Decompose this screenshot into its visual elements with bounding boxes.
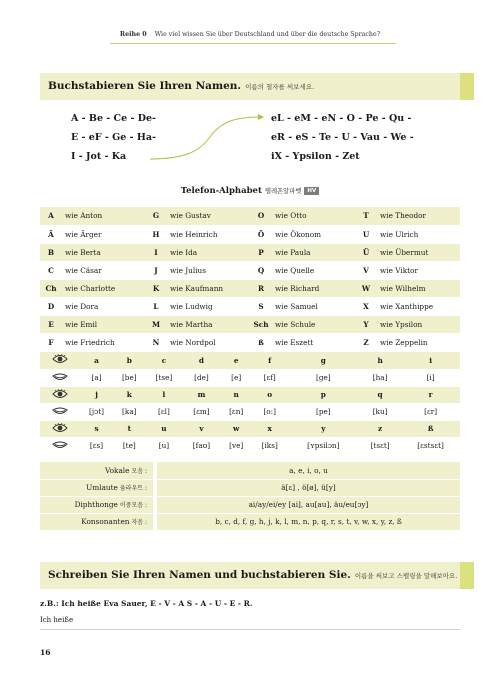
summary-korean: 이중모음 : [119,502,147,509]
letter-cell: i [401,352,460,369]
letter-cell: s [80,420,113,437]
summary-label-text: Konsonanten [81,517,130,526]
letter-cell: e [221,352,252,369]
table-row [40,462,460,479]
letter-cell: m [182,386,220,403]
word-cell: wie Dora [62,297,145,315]
summary-korean: 자음 : [131,519,147,526]
summary-label-text: Diphthonge [74,500,118,509]
section-title-text: Schreiben Sie Ihren Namen und buchstabieren Sie. [48,569,351,581]
series-label: Reihe 0 [119,31,147,38]
word-cell: wie Paula [272,243,355,261]
section-title [48,569,457,581]
ipa-cell: [ve] [221,437,252,454]
letter-cell: n [221,386,252,403]
letter-cell: j [80,386,113,403]
ipa-cell: [i] [401,369,460,386]
word-cell: wie Charlotte [62,279,145,297]
phonetics-table [40,352,460,455]
word-cell: wie Ärger [62,225,145,243]
mouth-icon [40,403,80,420]
letter-cell: f [252,352,288,369]
ipa-cell: [jɔt] [80,403,113,420]
word-cell: wie Heinrich [167,225,250,243]
word-cell: wie Eszett [272,333,355,351]
ipa-cell: [ka] [113,403,145,420]
table-row [40,297,460,315]
alphabet-line: I - Jot - Ka [71,151,127,162]
word-cell: wie Ulrich [377,225,460,243]
letter-cell: p [288,386,359,403]
word-cell: wie Samuel [272,297,355,315]
letter-cell: V [355,261,377,279]
letter-cell: y [288,420,359,437]
ipa-cell: [de] [182,369,220,386]
word-cell: wie Nordpol [167,333,250,351]
ipa-cell: [ɛs] [80,437,113,454]
word-cell: wie Anton [62,207,145,225]
table-row [40,386,460,403]
ipa-cell: [pe] [288,403,359,420]
letter-cell: M [145,315,167,333]
table-row [40,420,460,437]
letter-cell: J [145,261,167,279]
letter-cell: Sch [250,315,272,333]
letter-cell: Y [355,315,377,333]
ipa-cell: [e] [221,369,252,386]
word-cell: wie Ida [167,243,250,261]
word-cell: wie Xanthippe [377,297,460,315]
letter-cell: C [40,261,62,279]
alphabet-line: A - Be - Ce - De- [71,113,156,124]
letter-cell: O [250,207,272,225]
word-cell: wie Julius [167,261,250,279]
eye-icon [40,420,80,437]
ipa-cell: [tsɛt] [359,437,401,454]
word-cell: wie Ludwig [167,297,250,315]
letter-cell: x [252,420,288,437]
letter-cell: T [355,207,377,225]
summary-label [40,513,155,530]
letter-cell: F [40,333,62,351]
word-cell: wie Übermut [377,243,460,261]
word-cell: wie Friedrich [62,333,145,351]
ipa-cell: [ku] [359,403,401,420]
ipa-cell: [ɛf] [252,369,288,386]
summary-value: b, c, d, f, g, h, j, k, l, m, n, p, q, r, s, t, v, w, x, y, z, ß [155,513,460,530]
letter-cell: h [359,352,401,369]
word-cell: wie Berta [62,243,145,261]
letter-cell: G [145,207,167,225]
ipa-cell: [ɛn] [221,403,252,420]
letter-cell: E [40,315,62,333]
table-row [40,403,460,420]
ipa-cell: [ɛl] [146,403,183,420]
summary-table [40,462,460,531]
letter-cell: l [146,386,183,403]
letter-cell: z [359,420,401,437]
letter-cell: Q [250,261,272,279]
table-row [40,479,460,496]
ipa-cell: [faʊ] [182,437,220,454]
telefon-heading [0,186,500,196]
page-number: 16 [40,648,51,657]
ipa-cell: [ɛr] [401,403,460,420]
alphabet-line: eL - eM - eN - O - Pe - Qu - [271,113,412,124]
letter-cell: X [355,297,377,315]
letter-cell: I [145,243,167,261]
table-row [40,279,460,297]
hv-badge: HV [304,187,319,195]
letter-cell: A [40,207,62,225]
letter-cell: P [250,243,272,261]
table-row [40,352,460,369]
section-subtitle: 이름의 철자를 써보세요. [245,83,315,91]
letter-cell: ß [250,333,272,351]
section-accent [460,562,474,589]
word-cell: wie Zeppelin [377,333,460,351]
letter-cell: v [182,420,220,437]
ipa-cell: [o:] [252,403,288,420]
letter-cell: D [40,297,62,315]
summary-label [40,462,155,479]
ipa-cell: [u] [146,437,183,454]
table-row [40,513,460,530]
word-cell: wie Kaufmann [167,279,250,297]
table-row [40,369,460,386]
word-cell: wie Richard [272,279,355,297]
letter-cell: o [252,386,288,403]
word-cell: wie Viktor [377,261,460,279]
summary-value: ä[ɛ] , ö[ø], ü[y] [155,479,460,496]
word-cell: wie Otto [272,207,355,225]
letter-cell: d [182,352,220,369]
section-title-text: Buchstabieren Sie Ihren Namen. [48,80,242,92]
section-heading-2 [40,562,460,589]
ipa-cell: [be] [113,369,145,386]
summary-label-text: Umlaute [86,483,118,492]
word-cell: wie Ökonom [272,225,355,243]
summary-value: a, e, i, o, u [155,462,460,479]
ipa-cell: [a] [80,369,113,386]
ipa-cell: [ge] [288,369,359,386]
table-row [40,437,460,454]
letter-cell: k [113,386,145,403]
ipa-cell: [tse] [146,369,183,386]
mouth-icon [40,437,80,454]
letter-cell: N [145,333,167,351]
telefon-title: Telefon-Alphabet [180,186,262,196]
summary-value: ai/ay/ei/ey [ai], au[au], äu/eu[ɔy] [155,496,460,513]
summary-label [40,479,155,496]
table-row [40,225,460,243]
mouth-icon [40,369,80,386]
summary-korean: 모음 : [131,467,147,475]
table-row [40,496,460,513]
table-row [40,243,460,261]
table-row [40,315,460,333]
summary-label-text: Vokale [105,465,130,475]
word-cell: wie Ypsilon [377,315,460,333]
eye-icon [40,352,80,369]
telefon-korean: 텔레폰알파벳 [264,188,302,195]
ich-heisse-prompt: Ich heiße [40,616,74,624]
word-cell: wie Quelle [272,261,355,279]
section-subtitle: 이름을 써보고 스펠링을 말해보아요. [354,572,458,580]
word-cell: wie Martha [167,315,250,333]
letter-cell: H [145,225,167,243]
letter-cell: B [40,243,62,261]
word-cell: wie Theodor [377,207,460,225]
letter-cell: Z [355,333,377,351]
eye-icon [40,386,80,403]
word-cell: wie Emil [62,315,145,333]
word-cell: wie Schule [272,315,355,333]
ipa-cell: [ʏpsilɔn] [288,437,359,454]
letter-cell: L [145,297,167,315]
letter-cell: Ä [40,225,62,243]
letter-cell: Ü [355,243,377,261]
letter-cell: r [401,386,460,403]
writing-line[interactable] [40,629,460,630]
ipa-cell: [ha] [359,369,401,386]
header-title: Wie viel wissen Sie über Deutschland und über die deutsche Sprache? [154,31,381,38]
table-row [40,207,460,225]
letter-cell: K [145,279,167,297]
table-row [40,261,460,279]
example-line: z.B.: Ich heiße Eva Sauer, E - V - A S - A - U - E - R. [40,599,253,608]
letter-cell: S [250,297,272,315]
letter-cell: Ch [40,279,62,297]
summary-korean: 움라우트 : [119,485,147,492]
letter-cell: c [146,352,183,369]
alphabet-line: iX - Ypsilon - Zet [271,151,360,162]
summary-label [40,496,155,513]
alphabet-line: eR - eS - Te - U - Vau - We - [271,132,414,143]
word-cell: wie Gustav [167,207,250,225]
letter-cell: Ö [250,225,272,243]
letter-cell: a [80,352,113,369]
letter-cell: R [250,279,272,297]
letter-cell: q [359,386,401,403]
letter-cell: t [113,420,145,437]
letter-cell: g [288,352,359,369]
ipa-cell: [iks] [252,437,288,454]
alphabet-line: E - eF - Ge - Ha- [71,132,156,143]
telefon-table [40,207,460,352]
ipa-cell: [ɛstsɛt] [401,437,460,454]
letter-cell: U [355,225,377,243]
letter-cell: u [146,420,183,437]
letter-cell: w [221,420,252,437]
letter-cell: b [113,352,145,369]
letter-cell: ß [401,420,460,437]
ipa-cell: [te] [113,437,145,454]
table-row [40,333,460,351]
letter-cell: W [355,279,377,297]
ipa-cell: [ɛm] [182,403,220,420]
word-cell: wie Wilhelm [377,279,460,297]
word-cell: wie Cäsar [62,261,145,279]
